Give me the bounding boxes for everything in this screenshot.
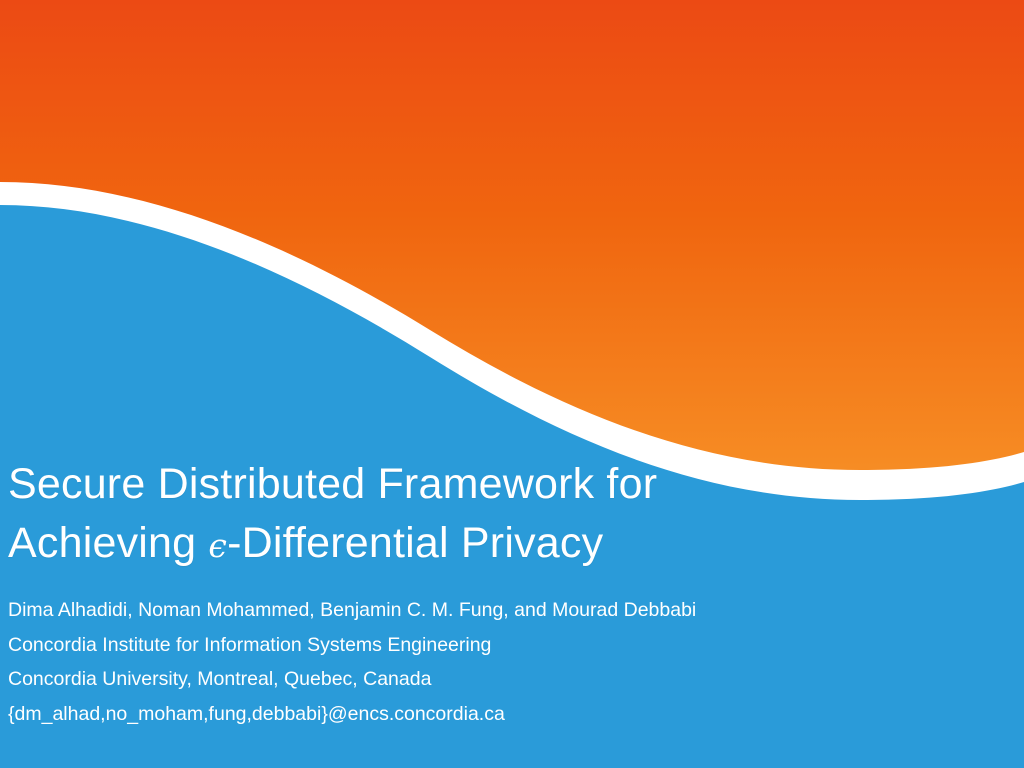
institute-line: Concordia Institute for Information Systems Engineering: [8, 633, 492, 656]
title-line-1: Secure Distributed Framework for: [8, 460, 658, 508]
university-line: Concordia University, Montreal, Quebec, Canada: [8, 668, 432, 691]
authors-block: [8, 596, 908, 730]
title-line-2-prefix: Achieving: [8, 519, 209, 568]
title-block: [8, 455, 868, 574]
emails-line: {dm_alhad,no_moham,fung,debbabi}@encs.concordia.ca: [8, 702, 505, 725]
page-title: [8, 455, 868, 574]
title-line-2-suffix: -Differential Privacy: [227, 519, 604, 568]
epsilon-symbol: ϵ: [208, 526, 228, 566]
authors-line: Dima Alhadidi, Noman Mohammed, Benjamin C. M. Fung, and Mourad Debbabi: [8, 599, 697, 621]
